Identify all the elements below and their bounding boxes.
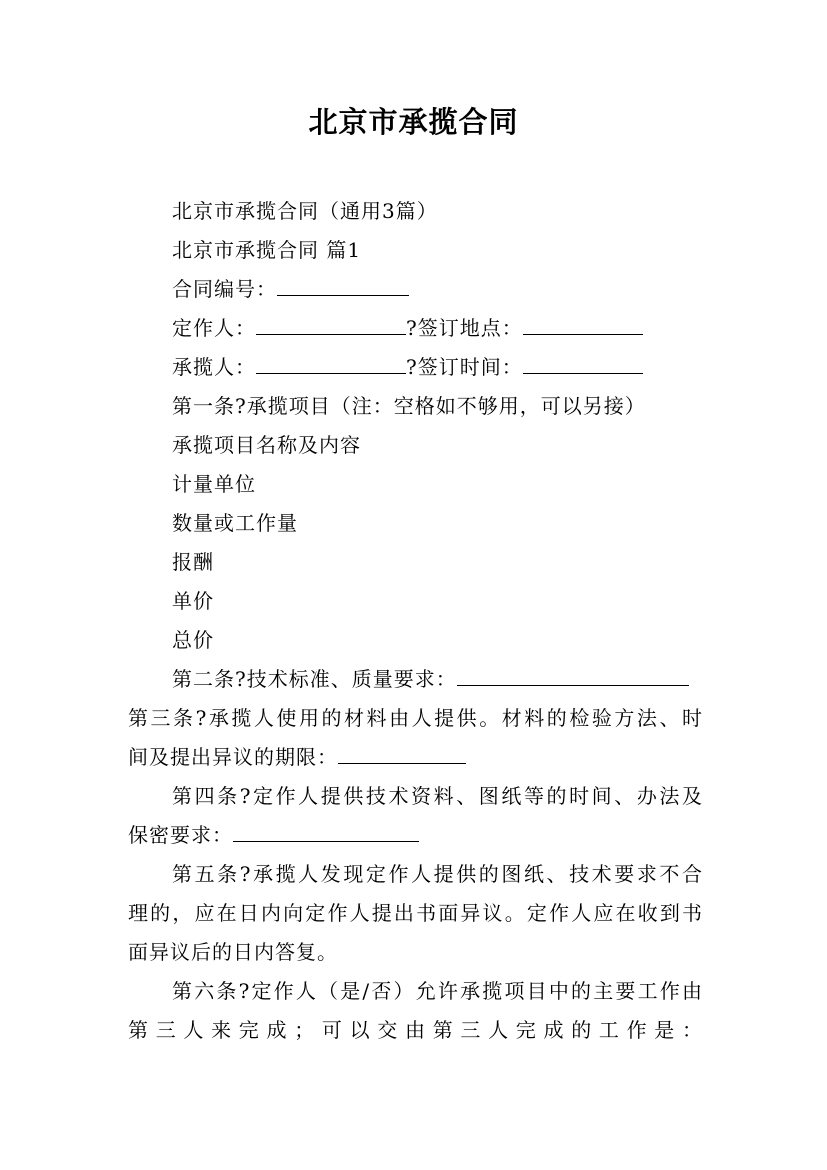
orderer-label: 定作人： bbox=[172, 316, 256, 340]
contract-number-label: 合同编号： bbox=[172, 277, 277, 301]
contract-number-blank bbox=[277, 275, 409, 296]
article-4-line-2-text: 保密要求： bbox=[128, 823, 233, 847]
article-5-line-2: 理的，应在日内向定作人提出书面异议。定作人应在收到书 bbox=[128, 901, 702, 925]
contract-number-line bbox=[172, 275, 409, 303]
contractor-label: 承揽人： bbox=[172, 355, 256, 379]
remuneration-label: 报酬 bbox=[172, 550, 214, 574]
article-5-line-1: 第五条?承揽人发现定作人提供的图纸、技术要求不合 bbox=[172, 862, 702, 886]
article-2-text: 第二条?技术标准、质量要求： bbox=[172, 667, 457, 691]
total-price-label: 总价 bbox=[172, 628, 214, 652]
orderer-blank bbox=[256, 314, 406, 335]
document-title: 北京市承揽合同 bbox=[308, 105, 519, 139]
sign-place-blank bbox=[523, 314, 643, 335]
article-1: 第一条?承揽项目（注：空格如不够用，可以另接） bbox=[172, 394, 646, 418]
article-4-blank bbox=[233, 821, 419, 842]
article-5-line-3: 面异议后的日内答复。 bbox=[128, 940, 338, 964]
contractor-blank bbox=[256, 353, 406, 374]
unit-price-label: 单价 bbox=[172, 589, 214, 613]
article-3-line-1: 第三条?承揽人使用的材料由人提供。材料的检验方法、时 bbox=[128, 706, 702, 730]
article-3-line-2 bbox=[128, 743, 466, 771]
part-heading: 北京市承揽合同 篇1 bbox=[172, 238, 362, 262]
contractor-line bbox=[172, 353, 643, 381]
sign-place-label: ?签订地点： bbox=[406, 316, 523, 340]
article-2 bbox=[172, 665, 689, 693]
article-4-line-2 bbox=[128, 821, 419, 849]
orderer-line bbox=[172, 314, 643, 342]
article-3-line-2-text: 间及提出异议的期限： bbox=[128, 745, 338, 769]
quantity-label: 数量或工作量 bbox=[172, 511, 298, 535]
article-6-line-2: 第三人来完成；可以交由第三人完成的工作是： bbox=[128, 1018, 702, 1042]
article-2-blank bbox=[457, 665, 689, 686]
unit-label: 计量单位 bbox=[172, 472, 256, 496]
sign-time-label: ?签订时间： bbox=[406, 355, 523, 379]
article-3-blank bbox=[338, 743, 466, 764]
document-subtitle: 北京市承揽合同（通用3篇） bbox=[172, 199, 438, 223]
article-6-line-1: 第六条?定作人（是/否）允许承揽项目中的主要工作由 bbox=[172, 979, 702, 1003]
item-name-label: 承揽项目名称及内容 bbox=[172, 433, 361, 457]
article-4-line-1: 第四条?定作人提供技术资料、图纸等的时间、办法及 bbox=[172, 784, 702, 808]
sign-time-blank bbox=[523, 353, 643, 374]
